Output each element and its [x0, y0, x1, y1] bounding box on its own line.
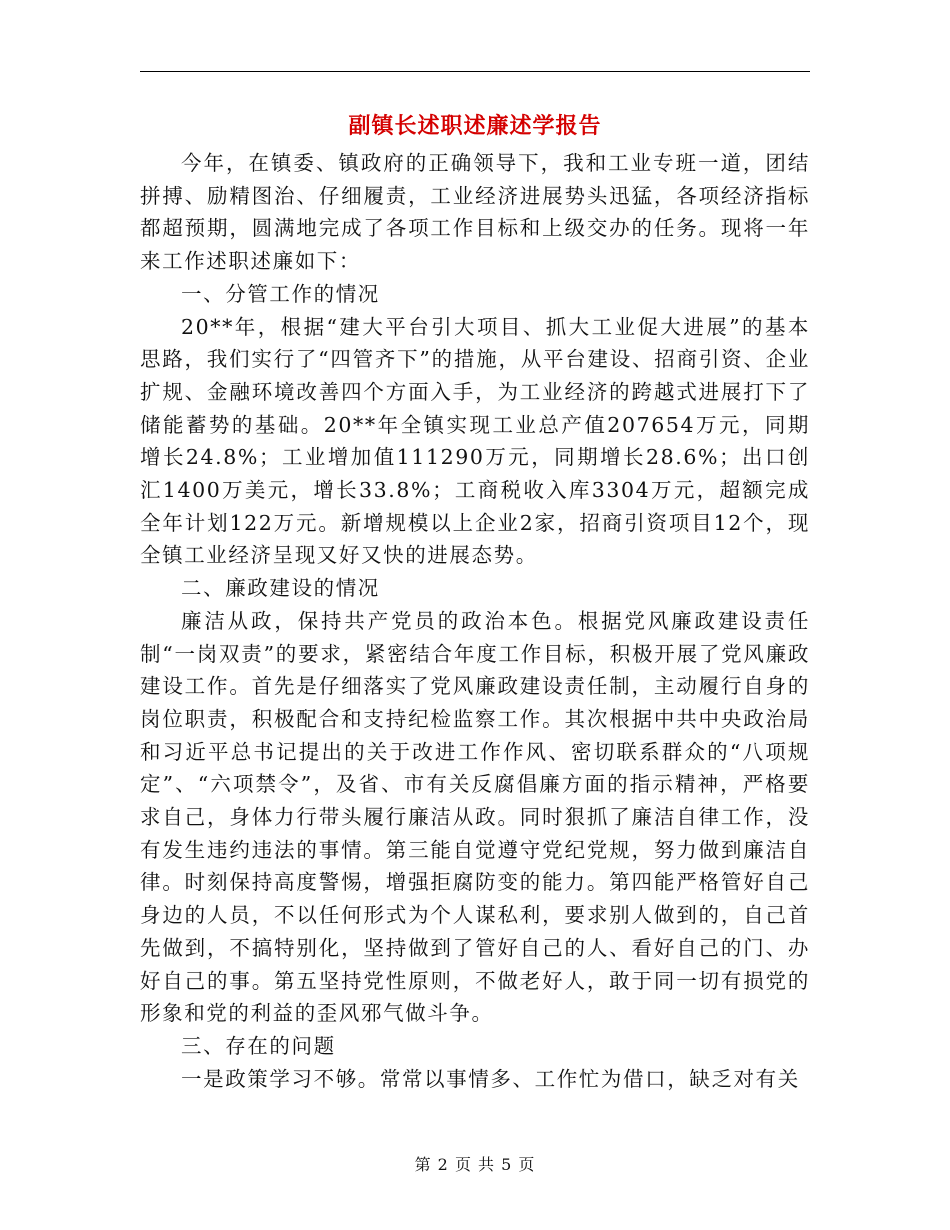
- section-heading-1: 一、分管工作的情况: [181, 281, 380, 306]
- header-rule: [140, 71, 810, 72]
- section-heading-3: 三、存在的问题: [181, 1033, 336, 1058]
- document-body: [140, 147, 810, 1095]
- paragraph-section-2: 廉洁从政，保持共产党员的政治本色。根据党风廉政建设责任制“一岗双责”的要求，紧密结合年度工作目标，积极开展了党风廉政建设工作。首先是仔细落实了党风廉政建设责任制，主动履行自身的岗位职责，积极配合和支持纪检监察工作。其次根据中共中央政治局和习近平总书记提出的关于改进工作作风、密切联系群众的“八项规定”、“六项禁令”，及省、市有关反腐倡廉方面的指示精神，严格要求自己，身体力行带头履行廉洁从政。同时狠抓了廉洁自律工作，没有发生违约违法的事情。第三能自觉遵守党纪党规，努力做到廉洁自律。时刻保持高度警惕，增强拒腐防变的能力。第四能严格管好自己身边的人员，不以任何形式为个人谋私利，要求别人做到的，自己首先做到，不搞特别化，坚持做到了管好自己的人、看好自己的门、办好自己的事。第五坚持党性原则，不做老好人，敢于同一切有损党的形象和党的利益的歪风邪气做斗争。: [140, 608, 810, 1026]
- document-title: 副镇长述职述廉述学报告: [348, 113, 602, 139]
- paragraph-section-3: 一是政策学习不够。常常以事情多、工作忙为借口，缺乏对有关: [181, 1066, 800, 1091]
- paragraph-section-1: 20**年，根据“建大平台引大项目、抓大工业促大进展”的基本思路，我们实行了“四管齐下”的措施，从平台建设、招商引资、企业扩规、金融环境改善四个方面入手，为工业经济的跨越式进展打下了储能蓄势的基础。20**年全镇实现工业总产值207654万元，同期增长24.8%；工业增加值111290万元，同期增长28.6%；出口创汇1400万美元，增长33.8%；工商税收入库3304万元，超额完成全年计划122万元。新增规模以上企业2家，招商引资项目12个，现全镇工业经济呈现又好又快的进展态势。: [140, 314, 810, 568]
- page-number-footer: 第 2 页 共 5 页: [414, 1155, 536, 1174]
- paragraph-intro: 今年，在镇委、镇政府的正确领导下，我和工业专班一道，团结拼搏、励精图治、仔细履责，工业经济进展势头迅猛，各项经济指标都超预期，圆满地完成了各项工作目标和上级交办的任务。现将一年来工作述职述廉如下：: [140, 151, 810, 274]
- section-heading-2: 二、廉政建设的情况: [181, 576, 380, 601]
